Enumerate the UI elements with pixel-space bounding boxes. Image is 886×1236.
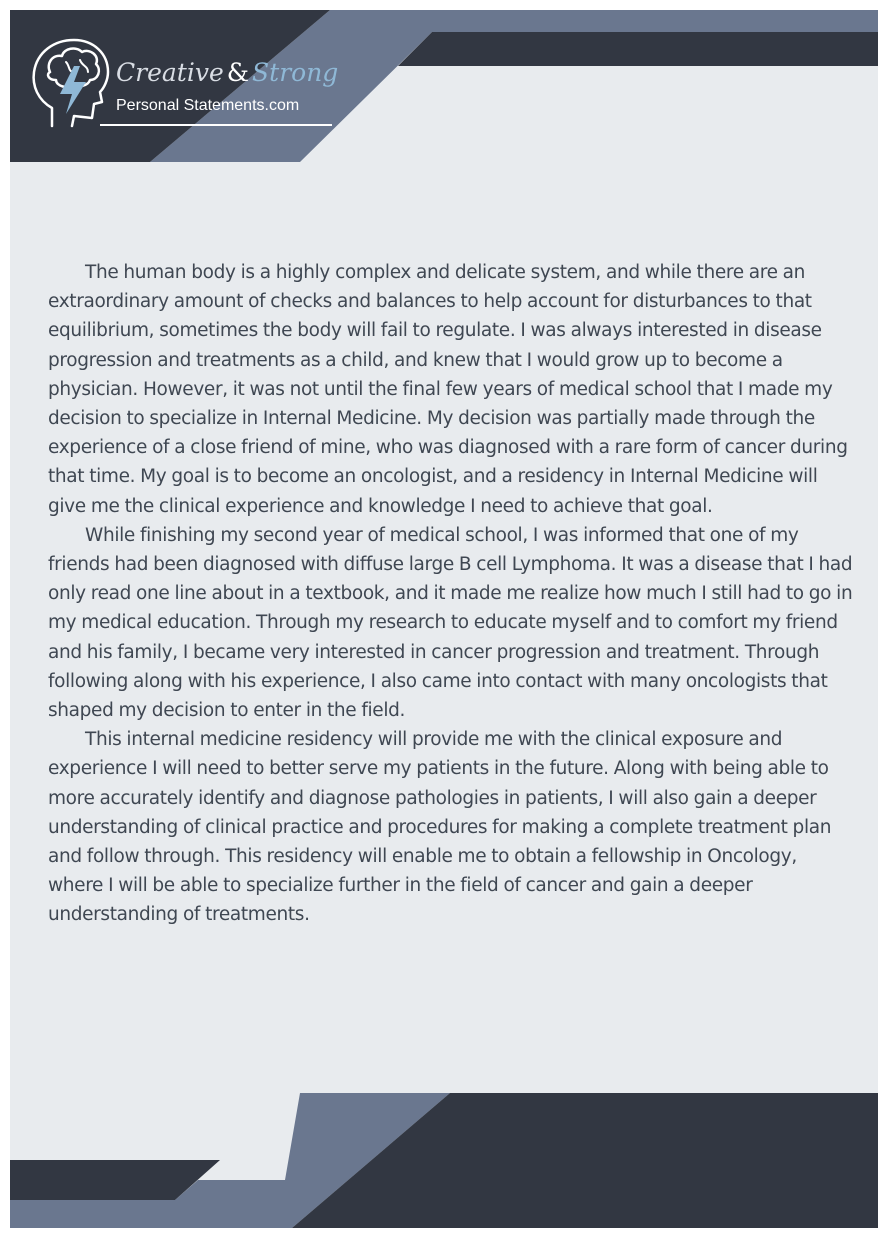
- essay-paragraph-3: This internal medicine residency will provide me with the clinical exposure and experience I will need to better serve my patients in the future. Along with being able to more accurately identify and diagnose pathologies in patients, I will also gain a deeper understanding of clinical practice and procedures for making a complete treatment plan and follow through. This residency will enable me to obtain a fellowship in Oncology, where I will be able to specialize further in the field of cancer and gain a deeper understanding of treatments.: [48, 729, 832, 926]
- brand-underline: [100, 124, 332, 126]
- essay-paragraph-1: The human body is a highly complex and delicate system, and while there are an extraordinary amount of checks and balances to help account for disturbances to that equilibrium, sometimes the body will fail to regulate. I was always interested in disease progression and treatments as a child, and knew that I would grow up to become a physician. However, it was not until the final few years of medical school that I made my decision to specialize in Internal Medicine. My decision was partially made through the experience of a close friend of mine, who was diagnosed with a rare form of cancer during that time. My goal is to become an oncologist, and a residency in Internal Medicine will give me the clinical experience and knowledge I need to achieve that goal.: [48, 262, 848, 517]
- brain-head-icon: [30, 38, 110, 130]
- brand-word-creative: Creative: [116, 58, 224, 87]
- lightning-icon: [60, 66, 86, 114]
- essay-body: [48, 258, 854, 930]
- brand-ampersand: &: [226, 58, 250, 87]
- document-page: [10, 10, 878, 1228]
- essay-paragraph-2: While finishing my second year of medical school, I was informed that one of my friends had been diagnosed with diffuse large B cell Lymphoma. It was a disease that I had only read one line about in a textbook, and it made me realize how much I still had to go in my medical education. Through my research to educate myself and to comfort my friend and his family, I became very interested in cancer progression and treatment. Through following along with his experience, I also came into contact with many oncologists that shaped my decision to enter in the field.: [48, 524, 853, 722]
- header-dark-strip: [398, 32, 878, 66]
- brand-name: [116, 58, 338, 88]
- brand-word-strong: Strong: [252, 58, 339, 87]
- brand-logo[interactable]: [30, 38, 339, 138]
- brand-subtitle: Personal Statements.com: [116, 97, 300, 114]
